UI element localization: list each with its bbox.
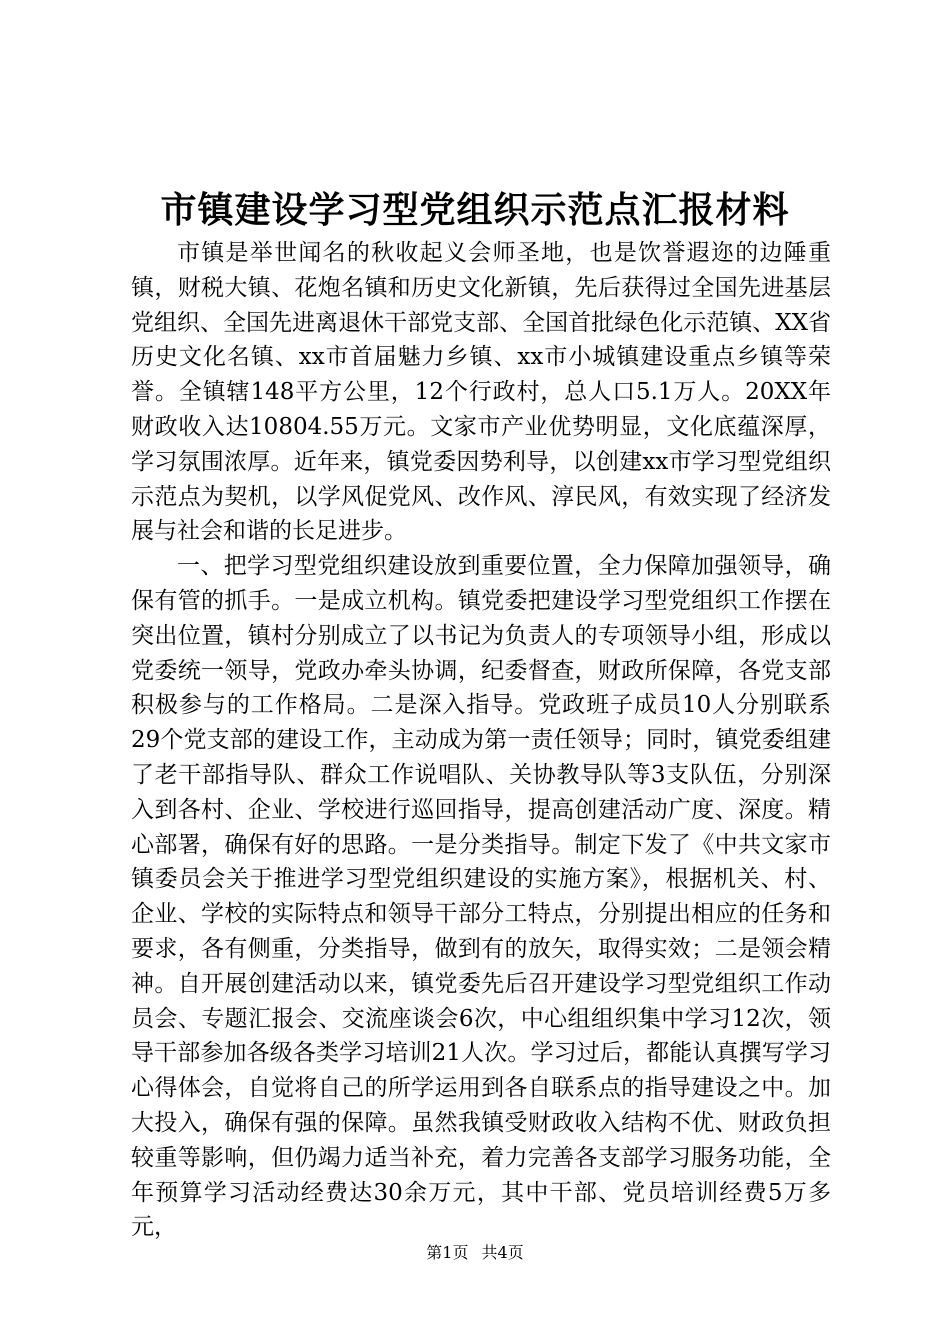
paragraph-intro: 市镇是举世闻名的秋收起义会师圣地，也是饮誉遐迩的边陲重镇，财税大镇、花炮名镇和历史文化新镇，先后获得过全国先进基层党组织、全国先进离退休干部党支部、全国首批绿色化示范镇、XX省历史文化名镇、xx市首届魅力乡镇、xx市小城镇建设重点乡镇等荣誉。全镇辖148平方公里，12个行政村，总人口5.1万人。20XX年财政收入达10804.55万元。文家市产业优势明显，文化底蕴深厚，学习氛围浓厚。近年来，镇党委因势利导，以创建xx市学习型党组织示范点为契机，以学风促党风、改作风、淳民风，有效实现了经济发展与社会和谐的长足进步。 — [131, 240, 831, 545]
page-footer — [0, 1242, 950, 1264]
paragraph-section-one: 一、把学习型党组织建设放到重要位置，全力保障加强领导，确保有管的抓手。一是成立机构。镇党委把建设学习型党组织工作摆在突出位置，镇村分别成立了以书记为负责人的专项领导小组，形成以党委统一领导，党政办牵头协调，纪委督查，财政所保障，各党支部积极参与的工作格局。二是深入指导。党政班子成员10人分别联系29个党支部的建设工作，主动成为第一责任领导；同时，镇党委组建了老干部指导队、群众工作说唱队、关协教导队等3支队伍，分别深入到各村、企业、学校进行巡回指导，提高创建活动广度、深度。精心部署，确保有好的思路。一是分类指导。制定下发了《中共文家市镇委员会关于推进学习型党组织建设的实施方案》，根据机关、村、企业、学校的实际特点和领导干部分工特点，分别提出相应的任务和要求，各有侧重，分类指导，做到有的放矢，取得实效；二是领会精神。自开展创建活动以来，镇党委先后召开建设学习型党组织工作动员会、专题汇报会、交流座谈会6次，中心组组织集中学习12次，领导干部参加各级各类学习培训21人次。学习过后，都能认真撰写学习心得体会，自觉将自己的所学运用到各自联系点的指导建设之中。加大投入，确保有强的保障。虽然我镇受财政收入结构不优、财政负担较重等影响，但仍竭力适当补充，着力完善各支部学习服务功能，全年预算学习活动经费达30余万元，其中干部、党员培训经费5万多元， — [131, 553, 831, 1241]
page-number: 第1页 — [426, 1243, 469, 1262]
document-body — [131, 236, 831, 1245]
page-total: 共4页 — [481, 1243, 524, 1262]
document-title: 市镇建设学习型党组织示范点汇报材料 — [160, 189, 790, 231]
